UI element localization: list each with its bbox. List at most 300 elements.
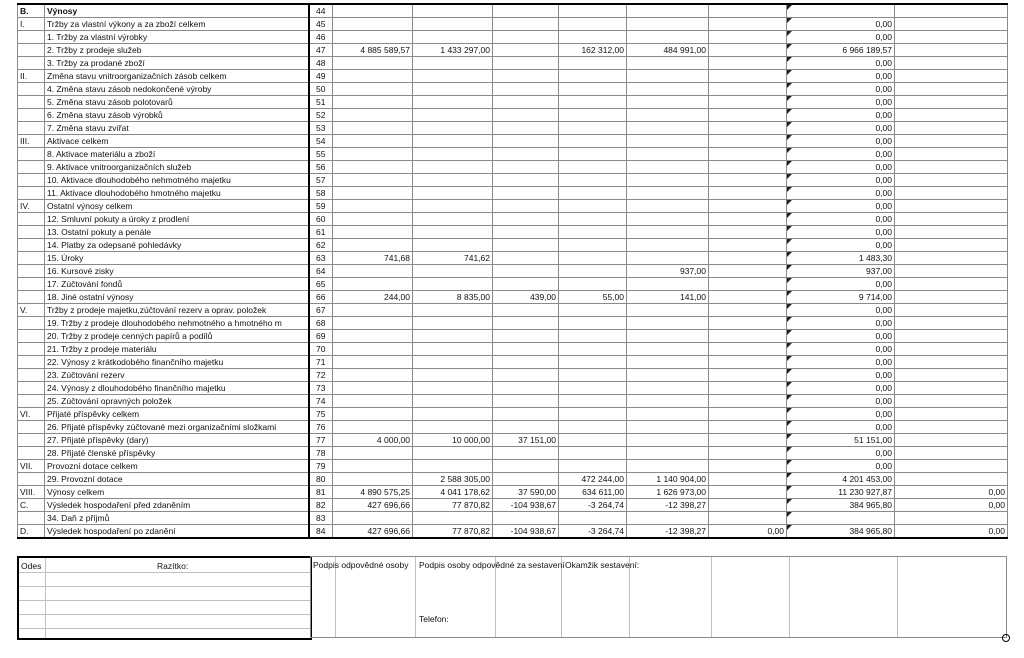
row-label[interactable]: 21. Tržby z prodeje materiálu	[45, 343, 309, 356]
row-code[interactable]: III.	[18, 135, 45, 148]
value-cell[interactable]	[709, 135, 787, 148]
value-cell[interactable]	[413, 447, 493, 460]
value-cell[interactable]	[493, 18, 559, 31]
value-cell[interactable]	[627, 161, 709, 174]
value-cell[interactable]	[413, 382, 493, 395]
row-label[interactable]: 19. Tržby z prodeje dlouhodobého nehmotného a hmotného m	[45, 317, 309, 330]
row-number[interactable]: 46	[309, 31, 333, 44]
value-cell[interactable]	[493, 447, 559, 460]
value-cell[interactable]: 0,00	[709, 525, 787, 539]
value-cell[interactable]	[413, 187, 493, 200]
value-cell[interactable]	[493, 44, 559, 57]
value-cell[interactable]	[493, 70, 559, 83]
value-cell[interactable]: 0,00	[787, 278, 895, 291]
value-cell[interactable]	[413, 356, 493, 369]
value-cell[interactable]	[333, 226, 413, 239]
value-cell[interactable]: 937,00	[787, 265, 895, 278]
row-code[interactable]: B.	[18, 4, 45, 18]
value-cell[interactable]: -12 398,27	[627, 499, 709, 512]
value-cell[interactable]	[627, 343, 709, 356]
row-code[interactable]	[18, 174, 45, 187]
value-cell[interactable]	[895, 512, 1008, 525]
value-cell[interactable]: -3 264,74	[559, 525, 627, 539]
value-cell[interactable]	[493, 304, 559, 317]
row-code[interactable]	[18, 356, 45, 369]
value-cell[interactable]	[559, 395, 627, 408]
row-label[interactable]: Tržby z prodeje majetku,zúčtování rezerv a oprav. položek	[45, 304, 309, 317]
value-cell[interactable]	[493, 200, 559, 213]
value-cell[interactable]	[895, 44, 1008, 57]
row-number[interactable]: 58	[309, 187, 333, 200]
value-cell[interactable]: 0,00	[787, 109, 895, 122]
value-cell[interactable]: 1 433 297,00	[413, 44, 493, 57]
value-cell[interactable]	[333, 343, 413, 356]
value-cell[interactable]	[493, 356, 559, 369]
value-cell[interactable]	[493, 239, 559, 252]
value-cell[interactable]	[895, 122, 1008, 135]
value-cell[interactable]	[627, 447, 709, 460]
value-cell[interactable]: 0,00	[787, 161, 895, 174]
value-cell[interactable]	[895, 4, 1008, 18]
value-cell[interactable]	[627, 109, 709, 122]
value-cell[interactable]: 0,00	[787, 83, 895, 96]
value-cell[interactable]	[895, 148, 1008, 161]
value-cell[interactable]: 77 870,82	[413, 525, 493, 539]
value-cell[interactable]: 0,00	[787, 122, 895, 135]
value-cell[interactable]	[895, 109, 1008, 122]
value-cell[interactable]	[413, 421, 493, 434]
value-cell[interactable]: 0,00	[787, 70, 895, 83]
value-cell[interactable]	[493, 317, 559, 330]
row-label[interactable]: Výnosy celkem	[45, 486, 309, 499]
value-cell[interactable]: 1 626 973,00	[627, 486, 709, 499]
value-cell[interactable]	[559, 226, 627, 239]
value-cell[interactable]	[559, 434, 627, 447]
row-code[interactable]	[18, 330, 45, 343]
value-cell[interactable]: 0,00	[787, 213, 895, 226]
value-cell[interactable]: 0,00	[787, 57, 895, 70]
value-cell[interactable]	[559, 18, 627, 31]
row-number[interactable]: 65	[309, 278, 333, 291]
value-cell[interactable]	[709, 70, 787, 83]
row-label[interactable]: 9. Aktivace vnitroorganizačních služeb	[45, 161, 309, 174]
value-cell[interactable]: 0,00	[787, 356, 895, 369]
value-cell[interactable]	[559, 382, 627, 395]
row-code[interactable]	[18, 148, 45, 161]
row-code[interactable]	[18, 31, 45, 44]
row-label[interactable]: 15. Úroky	[45, 252, 309, 265]
value-cell[interactable]	[559, 148, 627, 161]
row-label[interactable]: Tržby za vlastní výkony a za zboží celkem	[45, 18, 309, 31]
value-cell[interactable]	[333, 31, 413, 44]
value-cell[interactable]	[493, 460, 559, 473]
row-number[interactable]: 48	[309, 57, 333, 70]
value-cell[interactable]	[709, 83, 787, 96]
row-label[interactable]: 28. Přijaté členské příspěvky	[45, 447, 309, 460]
value-cell[interactable]	[333, 304, 413, 317]
row-number[interactable]: 52	[309, 109, 333, 122]
value-cell[interactable]	[627, 278, 709, 291]
value-cell[interactable]	[709, 343, 787, 356]
row-label[interactable]: 14. Platby za odepsané pohledávky	[45, 239, 309, 252]
value-cell[interactable]	[493, 187, 559, 200]
value-cell[interactable]	[709, 148, 787, 161]
value-cell[interactable]	[493, 135, 559, 148]
value-cell[interactable]: 4 000,00	[333, 434, 413, 447]
value-cell[interactable]	[709, 174, 787, 187]
value-cell[interactable]	[559, 135, 627, 148]
row-code[interactable]: VII.	[18, 460, 45, 473]
value-cell[interactable]	[895, 226, 1008, 239]
row-code[interactable]	[18, 395, 45, 408]
value-cell[interactable]	[493, 226, 559, 239]
value-cell[interactable]	[493, 31, 559, 44]
value-cell[interactable]	[895, 460, 1008, 473]
row-label[interactable]: 1. Tržby za vlastní výrobky	[45, 31, 309, 44]
value-cell[interactable]	[559, 109, 627, 122]
value-cell[interactable]	[709, 161, 787, 174]
value-cell[interactable]	[709, 291, 787, 304]
value-cell[interactable]	[493, 278, 559, 291]
value-cell[interactable]	[627, 226, 709, 239]
value-cell[interactable]	[493, 343, 559, 356]
value-cell[interactable]: 0,00	[787, 395, 895, 408]
value-cell[interactable]	[333, 174, 413, 187]
value-cell[interactable]	[493, 148, 559, 161]
value-cell[interactable]	[333, 382, 413, 395]
row-code[interactable]: VIII.	[18, 486, 45, 499]
value-cell[interactable]	[627, 460, 709, 473]
value-cell[interactable]: 439,00	[493, 291, 559, 304]
row-label[interactable]: 34. Daň z příjmů	[45, 512, 309, 525]
resize-handle-icon[interactable]	[1002, 634, 1010, 642]
value-cell[interactable]	[333, 278, 413, 291]
row-code[interactable]	[18, 447, 45, 460]
value-cell[interactable]	[709, 317, 787, 330]
row-label[interactable]: 6. Změna stavu zásob výrobků	[45, 109, 309, 122]
value-cell[interactable]	[627, 18, 709, 31]
value-cell[interactable]	[413, 161, 493, 174]
value-cell[interactable]	[413, 4, 493, 18]
row-label[interactable]: 10. Aktivace dlouhodobého nehmotného majetku	[45, 174, 309, 187]
value-cell[interactable]	[627, 213, 709, 226]
value-cell[interactable]	[895, 356, 1008, 369]
value-cell[interactable]	[709, 486, 787, 499]
value-cell[interactable]: 0,00	[787, 18, 895, 31]
value-cell[interactable]	[559, 83, 627, 96]
value-cell[interactable]	[627, 200, 709, 213]
value-cell[interactable]	[627, 369, 709, 382]
value-cell[interactable]	[895, 18, 1008, 31]
value-cell[interactable]	[493, 122, 559, 135]
value-cell[interactable]	[895, 473, 1008, 486]
value-cell[interactable]	[493, 4, 559, 18]
value-cell[interactable]	[559, 460, 627, 473]
value-cell[interactable]: 4 201 453,00	[787, 473, 895, 486]
value-cell[interactable]	[413, 343, 493, 356]
value-cell[interactable]	[333, 161, 413, 174]
row-number[interactable]: 80	[309, 473, 333, 486]
value-cell[interactable]	[895, 161, 1008, 174]
value-cell[interactable]	[413, 317, 493, 330]
value-cell[interactable]	[709, 4, 787, 18]
value-cell[interactable]	[709, 408, 787, 421]
row-number[interactable]: 81	[309, 486, 333, 499]
value-cell[interactable]	[559, 343, 627, 356]
value-cell[interactable]	[627, 70, 709, 83]
row-label[interactable]: 17. Zúčtování fondů	[45, 278, 309, 291]
value-cell[interactable]	[413, 213, 493, 226]
value-cell[interactable]: 0,00	[787, 382, 895, 395]
row-number[interactable]: 49	[309, 70, 333, 83]
value-cell[interactable]	[709, 44, 787, 57]
value-cell[interactable]	[709, 473, 787, 486]
value-cell[interactable]	[333, 18, 413, 31]
row-label[interactable]: Výnosy	[45, 4, 309, 18]
value-cell[interactable]: 55,00	[559, 291, 627, 304]
row-number[interactable]: 78	[309, 447, 333, 460]
value-cell[interactable]	[559, 70, 627, 83]
row-label[interactable]: 22. Výnosy z krátkodobého finančního majetku	[45, 356, 309, 369]
value-cell[interactable]: 0,00	[787, 330, 895, 343]
value-cell[interactable]: -104 938,67	[493, 525, 559, 539]
row-number[interactable]: 67	[309, 304, 333, 317]
value-cell[interactable]: 427 696,66	[333, 499, 413, 512]
value-cell[interactable]: 2 588 305,00	[413, 473, 493, 486]
value-cell[interactable]	[493, 213, 559, 226]
value-cell[interactable]	[895, 252, 1008, 265]
value-cell[interactable]: 4 041 178,62	[413, 486, 493, 499]
value-cell[interactable]	[709, 18, 787, 31]
value-cell[interactable]	[333, 356, 413, 369]
row-label[interactable]: Provozní dotace celkem	[45, 460, 309, 473]
value-cell[interactable]	[559, 4, 627, 18]
value-cell[interactable]	[709, 252, 787, 265]
row-code[interactable]: C.	[18, 499, 45, 512]
value-cell[interactable]	[709, 382, 787, 395]
row-code[interactable]	[18, 161, 45, 174]
value-cell[interactable]	[709, 96, 787, 109]
value-cell[interactable]	[413, 31, 493, 44]
row-number[interactable]: 84	[309, 525, 333, 539]
row-number[interactable]: 70	[309, 343, 333, 356]
value-cell[interactable]: 937,00	[627, 265, 709, 278]
row-code[interactable]	[18, 317, 45, 330]
value-cell[interactable]	[709, 278, 787, 291]
row-number[interactable]: 54	[309, 135, 333, 148]
value-cell[interactable]: 384 965,80	[787, 525, 895, 539]
value-cell[interactable]	[333, 473, 413, 486]
value-cell[interactable]	[413, 265, 493, 278]
row-label[interactable]: 20. Tržby z prodeje cenných papírů a podílů	[45, 330, 309, 343]
value-cell[interactable]: 9 714,00	[787, 291, 895, 304]
value-cell[interactable]: 0,00	[787, 343, 895, 356]
value-cell[interactable]	[895, 96, 1008, 109]
value-cell[interactable]	[559, 447, 627, 460]
value-cell[interactable]	[333, 57, 413, 70]
row-number[interactable]: 82	[309, 499, 333, 512]
value-cell[interactable]: 244,00	[333, 291, 413, 304]
value-cell[interactable]	[559, 31, 627, 44]
row-number[interactable]: 64	[309, 265, 333, 278]
value-cell[interactable]: 0,00	[895, 499, 1008, 512]
row-label[interactable]: 18. Jiné ostatní výnosy	[45, 291, 309, 304]
value-cell[interactable]	[333, 512, 413, 525]
row-number[interactable]: 77	[309, 434, 333, 447]
value-cell[interactable]	[413, 70, 493, 83]
value-cell[interactable]: 0,00	[787, 421, 895, 434]
value-cell[interactable]	[709, 460, 787, 473]
row-code[interactable]	[18, 265, 45, 278]
value-cell[interactable]	[333, 265, 413, 278]
row-number[interactable]: 69	[309, 330, 333, 343]
value-cell[interactable]	[895, 213, 1008, 226]
row-code[interactable]	[18, 291, 45, 304]
row-number[interactable]: 60	[309, 213, 333, 226]
row-number[interactable]: 66	[309, 291, 333, 304]
value-cell[interactable]	[413, 278, 493, 291]
value-cell[interactable]	[709, 57, 787, 70]
value-cell[interactable]	[627, 31, 709, 44]
value-cell[interactable]	[709, 512, 787, 525]
value-cell[interactable]	[627, 421, 709, 434]
value-cell[interactable]	[627, 57, 709, 70]
value-cell[interactable]	[559, 265, 627, 278]
value-cell[interactable]	[413, 122, 493, 135]
value-cell[interactable]	[493, 473, 559, 486]
value-cell[interactable]	[559, 369, 627, 382]
value-cell[interactable]	[709, 356, 787, 369]
value-cell[interactable]: 0,00	[895, 486, 1008, 499]
value-cell[interactable]	[895, 434, 1008, 447]
row-number[interactable]: 68	[309, 317, 333, 330]
value-cell[interactable]	[493, 512, 559, 525]
value-cell[interactable]	[559, 161, 627, 174]
value-cell[interactable]	[895, 291, 1008, 304]
value-cell[interactable]	[493, 57, 559, 70]
row-code[interactable]: IV.	[18, 200, 45, 213]
value-cell[interactable]	[627, 395, 709, 408]
value-cell[interactable]	[895, 447, 1008, 460]
row-label[interactable]: 8. Aktivace materiálu a zboží	[45, 148, 309, 161]
value-cell[interactable]	[493, 96, 559, 109]
row-number[interactable]: 44	[309, 4, 333, 18]
value-cell[interactable]	[413, 239, 493, 252]
value-cell[interactable]	[559, 278, 627, 291]
value-cell[interactable]: 4 885 589,57	[333, 44, 413, 57]
value-cell[interactable]: 1 140 904,00	[627, 473, 709, 486]
row-code[interactable]	[18, 473, 45, 486]
value-cell[interactable]: 634 611,00	[559, 486, 627, 499]
value-cell[interactable]	[413, 369, 493, 382]
value-cell[interactable]: 8 835,00	[413, 291, 493, 304]
row-number[interactable]: 83	[309, 512, 333, 525]
row-number[interactable]: 55	[309, 148, 333, 161]
value-cell[interactable]	[627, 239, 709, 252]
value-cell[interactable]	[627, 356, 709, 369]
row-number[interactable]: 63	[309, 252, 333, 265]
value-cell[interactable]: 162 312,00	[559, 44, 627, 57]
value-cell[interactable]	[709, 330, 787, 343]
row-label[interactable]: 25. Zúčtování opravných položek	[45, 395, 309, 408]
value-cell[interactable]	[493, 109, 559, 122]
row-code[interactable]	[18, 382, 45, 395]
value-cell[interactable]: 384 965,80	[787, 499, 895, 512]
value-cell[interactable]	[413, 408, 493, 421]
value-cell[interactable]	[709, 226, 787, 239]
value-cell[interactable]	[333, 369, 413, 382]
row-label[interactable]: Přijaté příspěvky celkem	[45, 408, 309, 421]
value-cell[interactable]	[895, 343, 1008, 356]
row-label[interactable]: 23. Zúčtování rezerv	[45, 369, 309, 382]
value-cell[interactable]	[559, 57, 627, 70]
value-cell[interactable]	[709, 213, 787, 226]
value-cell[interactable]	[559, 200, 627, 213]
row-label[interactable]: 2. Tržby z prodeje služeb	[45, 44, 309, 57]
value-cell[interactable]	[333, 109, 413, 122]
row-number[interactable]: 79	[309, 460, 333, 473]
row-code[interactable]	[18, 434, 45, 447]
value-cell[interactable]	[559, 187, 627, 200]
value-cell[interactable]	[895, 239, 1008, 252]
value-cell[interactable]	[709, 200, 787, 213]
value-cell[interactable]	[559, 356, 627, 369]
value-cell[interactable]	[493, 408, 559, 421]
value-cell[interactable]	[333, 4, 413, 18]
value-cell[interactable]	[627, 4, 709, 18]
value-cell[interactable]	[413, 135, 493, 148]
value-cell[interactable]: 741,62	[413, 252, 493, 265]
value-cell[interactable]	[627, 252, 709, 265]
value-cell[interactable]	[709, 447, 787, 460]
value-cell[interactable]	[413, 460, 493, 473]
value-cell[interactable]	[709, 239, 787, 252]
value-cell[interactable]	[895, 330, 1008, 343]
row-code[interactable]	[18, 421, 45, 434]
value-cell[interactable]	[413, 174, 493, 187]
row-label[interactable]: 16. Kursové zisky	[45, 265, 309, 278]
value-cell[interactable]	[627, 83, 709, 96]
value-cell[interactable]: 6 966 189,57	[787, 44, 895, 57]
value-cell[interactable]: 0,00	[787, 226, 895, 239]
value-cell[interactable]	[413, 109, 493, 122]
value-cell[interactable]	[627, 304, 709, 317]
value-cell[interactable]	[333, 83, 413, 96]
row-number[interactable]: 56	[309, 161, 333, 174]
row-label[interactable]: 27. Přijaté příspěvky (dary)	[45, 434, 309, 447]
value-cell[interactable]	[333, 135, 413, 148]
value-cell[interactable]	[413, 57, 493, 70]
row-label[interactable]: 5. Změna stavu zásob polotovarů	[45, 96, 309, 109]
value-cell[interactable]	[895, 304, 1008, 317]
value-cell[interactable]	[895, 174, 1008, 187]
row-number[interactable]: 73	[309, 382, 333, 395]
value-cell[interactable]	[895, 57, 1008, 70]
row-code[interactable]	[18, 369, 45, 382]
value-cell[interactable]	[895, 31, 1008, 44]
row-label[interactable]: 11. Aktivace dlouhodobého hmotného majetku	[45, 187, 309, 200]
row-code[interactable]: V.	[18, 304, 45, 317]
value-cell[interactable]	[627, 148, 709, 161]
row-label[interactable]: 29. Provozní dotace	[45, 473, 309, 486]
value-cell[interactable]	[333, 96, 413, 109]
row-code[interactable]	[18, 278, 45, 291]
value-cell[interactable]	[333, 330, 413, 343]
value-cell[interactable]: 741,68	[333, 252, 413, 265]
value-cell[interactable]	[413, 96, 493, 109]
value-cell[interactable]	[627, 135, 709, 148]
value-cell[interactable]	[627, 96, 709, 109]
